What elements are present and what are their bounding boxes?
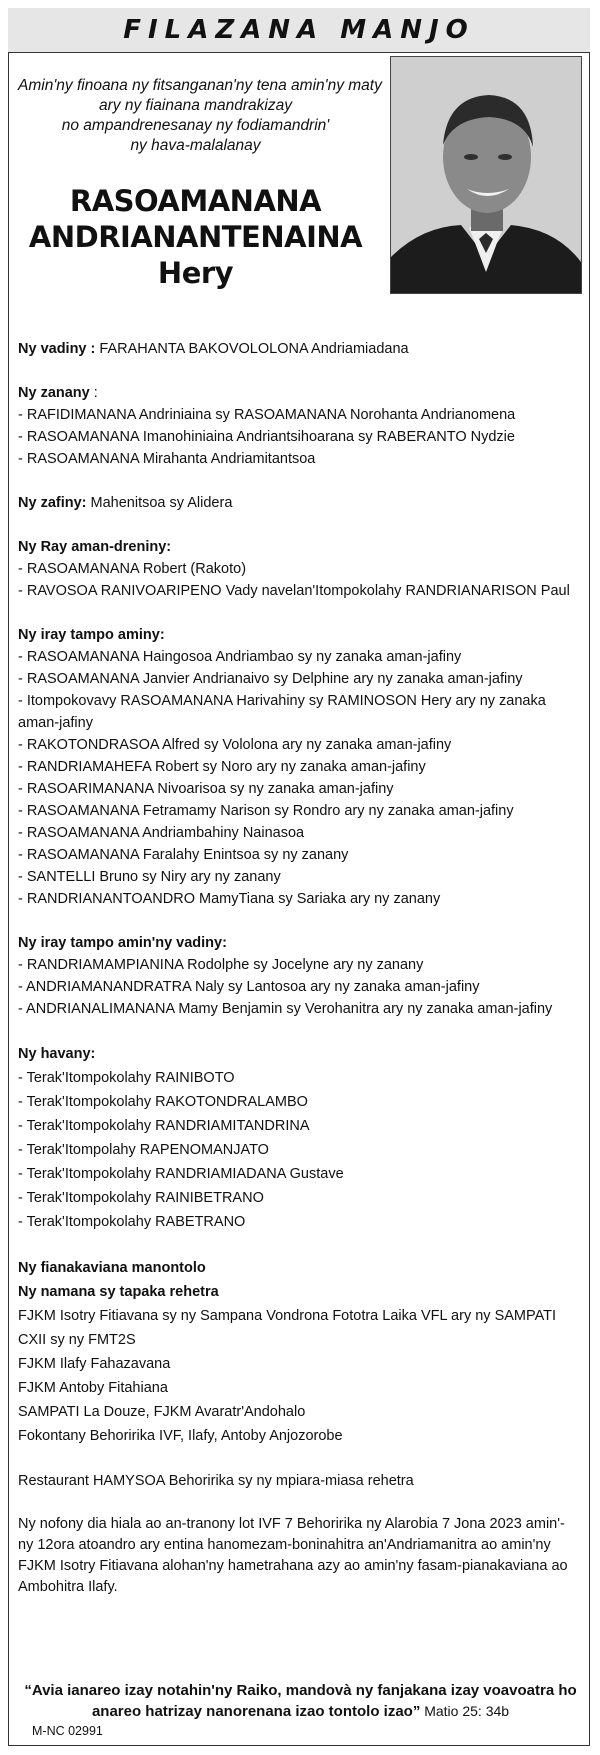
announcement-line: ny 12ora atoandro ary entina hanomezam-boninahitra an'Andriamanitra ao amin'ny [18,1537,551,1553]
list-item: aman-jafiny [18,715,93,731]
deceased-second-name: ANDRIANANTENAINA [28,220,363,254]
intro-line: no ampandrenesanay ny fodiamandrin' [61,117,330,134]
list-item: - RASOAMANANA Imanohiniaina Andriantsihoarana sy RABERANTO Nydzie [18,429,515,445]
list-item: - ANDRIAMANANDRATRA Naly sy Lantosoa ary ny zanaka aman-jafiny [18,979,480,995]
quote-line: anareo hatrizay nanorenana izao tontolo izao” [91,1703,421,1720]
list-item: - Terak'Itompokolahy RABETRANO [18,1214,246,1230]
spouse-label: Ny vadiny : [18,341,96,357]
announcement-line: Ambohitra Ilafy. [18,1579,118,1595]
list-item: - RASOAMANANA Haingosoa Andriambao sy ny zanaka aman-jafiny [18,649,462,665]
relatives-label: Ny havany: [18,1046,96,1062]
org-item: FJKM Isotry Fitiavana sy ny Sampana Vondrona Fototra Laika VFL ary ny SAMPATI [18,1308,557,1324]
list-item: - RASOAMANANA Janvier Andrianaivo sy Delphine ary ny zanaka aman-jafiny [18,671,523,687]
restaurant-line: Restaurant HAMYSOA Behoririka sy ny mpiara-miasa rehetra [18,1473,414,1489]
quote-line: “Avia ianareo izay notahin'ny Raiko, mandovà ny fanjakana izay voavoatra ho [24,1682,577,1699]
org-item: CXII sy ny FMT2S [18,1332,136,1348]
notice-body [18,338,588,1598]
list-item: - RAVOSOA RANIVOARIPENO Vady navelan'Itompokolahy RANDRIANARISON Paul [18,583,570,599]
parents-label: Ny Ray aman-dreniny: [18,539,172,555]
portrait-icon [391,57,581,293]
list-item: - Terak'Itompokolahy RAINIBOTO [18,1070,235,1086]
list-item: - Itompokovavy RASOAMANANA Harivahiny sy RAMINOSON Hery ary ny zanaka [18,693,546,709]
announcement-line: FJKM Isotry Fitiavana alohan'ny hametrahana azy ao amin'ny fasam-pianakaviana ao [18,1558,568,1574]
list-item: - RASOAMANANA Robert (Rakoto) [18,561,247,577]
list-item: - Terak'Itompolahy RAPENOMANJATO [18,1142,269,1158]
friends-label: Ny namana sy tapaka rehetra [18,1284,219,1300]
spouse-siblings-label: Ny iray tampo amin'ny vadiny: [18,935,227,951]
list-item: - RASOAMANANA Mirahanta Andriamitantsoa [18,451,316,467]
children-label: Ny zanany [18,385,90,401]
intro-line: ary ny fiainana mandrakizay [99,97,292,114]
list-item: - RANDRIAMAMPIANINA Rodolphe sy Jocelyne ary ny zanany [18,957,424,973]
bible-quote [18,1680,583,1722]
list-item: - Terak'Itompokolahy RANDRIAMITANDRINA [18,1118,310,1134]
org-item: FJKM Ilafy Fahazavana [18,1356,171,1372]
children-suffix: : [89,385,98,401]
deceased-name [18,183,373,291]
list-item: - Terak'Itompokolahy RAINIBETRANO [18,1190,264,1206]
list-item: - RANDRIANANTOANDRO MamyTiana sy Sariaka ary ny zanany [18,891,441,907]
children-heading [18,382,588,404]
list-item: - SANTELLI Bruno sy Niry ary ny zanany [18,869,281,885]
list-item: - RASOARIMANANA Nivoarisoa sy ny zanaka aman-jafiny [18,781,394,797]
list-item: - Terak'Itompokolahy RANDRIAMIADANA Gustave [18,1166,344,1182]
intro-text [18,76,382,156]
siblings-label: Ny iray tampo aminy: [18,627,165,643]
list-item: - RASOAMANANA Fetramamy Narison sy Rondro ary ny zanaka aman-jafiny [18,803,514,819]
list-item: - RAKOTONDRASOA Alfred sy Vololona ary ny zanaka aman-jafiny [18,737,452,753]
grandchildren-label: Ny zafiny: [18,495,87,511]
intro-line: ny hava-malalanay [130,137,261,154]
list-item: - RASOAMANANA Andriambahiny Nainasoa [18,825,305,841]
grandchildren-line [18,492,588,514]
org-item: SAMPATI La Douze, FJKM Avaratr'Andohalo [18,1404,306,1420]
list-item: - Terak'Itompokolahy RAKOTONDRALAMBO [18,1094,308,1110]
deceased-first-name: Hery [157,256,234,290]
quote-reference: Matio 25: 34b [420,1703,510,1719]
grandchildren-names: Mahenitsoa sy Alidera [90,495,233,511]
list-item: - RAFIDIMANANA Andriniaina sy RASOAMANANA Norohanta Andrianomena [18,407,516,423]
spouse-line [18,338,588,360]
reference-code: M-NC 02991 [32,1724,103,1738]
announcement-line: Ny nofony dia hiala ao an-tranony lot IVF 7 Behoririka ny Alarobia 7 Jona 2023 amin'- [18,1516,565,1532]
notice-header [8,8,590,53]
families-label: Ny fianakaviana manontolo [18,1260,206,1276]
list-item: - RASOAMANANA Faralahy Enintsoa sy ny zanany [18,847,349,863]
org-item: Fokontany Behoririka IVF, Ilafy, Antoby Anjozorobe [18,1428,343,1444]
org-item: FJKM Antoby Fitahiana [18,1380,168,1396]
portrait-photo [390,56,582,294]
spouse-name: FARAHANTA BAKOVOLOLONA Andriamiadana [99,341,409,357]
intro-line: Amin'ny finoana ny fitsanganan'ny tena amin'ny maty [18,77,382,94]
list-item: - RANDRIAMAHEFA Robert sy Noro ary ny zanaka aman-jafiny [18,759,426,775]
list-item: - ANDRIANALIMANANA Mamy Benjamin sy Verohanitra ary ny zanaka aman-jafiny [18,1001,553,1017]
deceased-surname: RASOAMANANA [69,184,322,218]
notice-title: FILAZANA MANJO [123,15,475,45]
